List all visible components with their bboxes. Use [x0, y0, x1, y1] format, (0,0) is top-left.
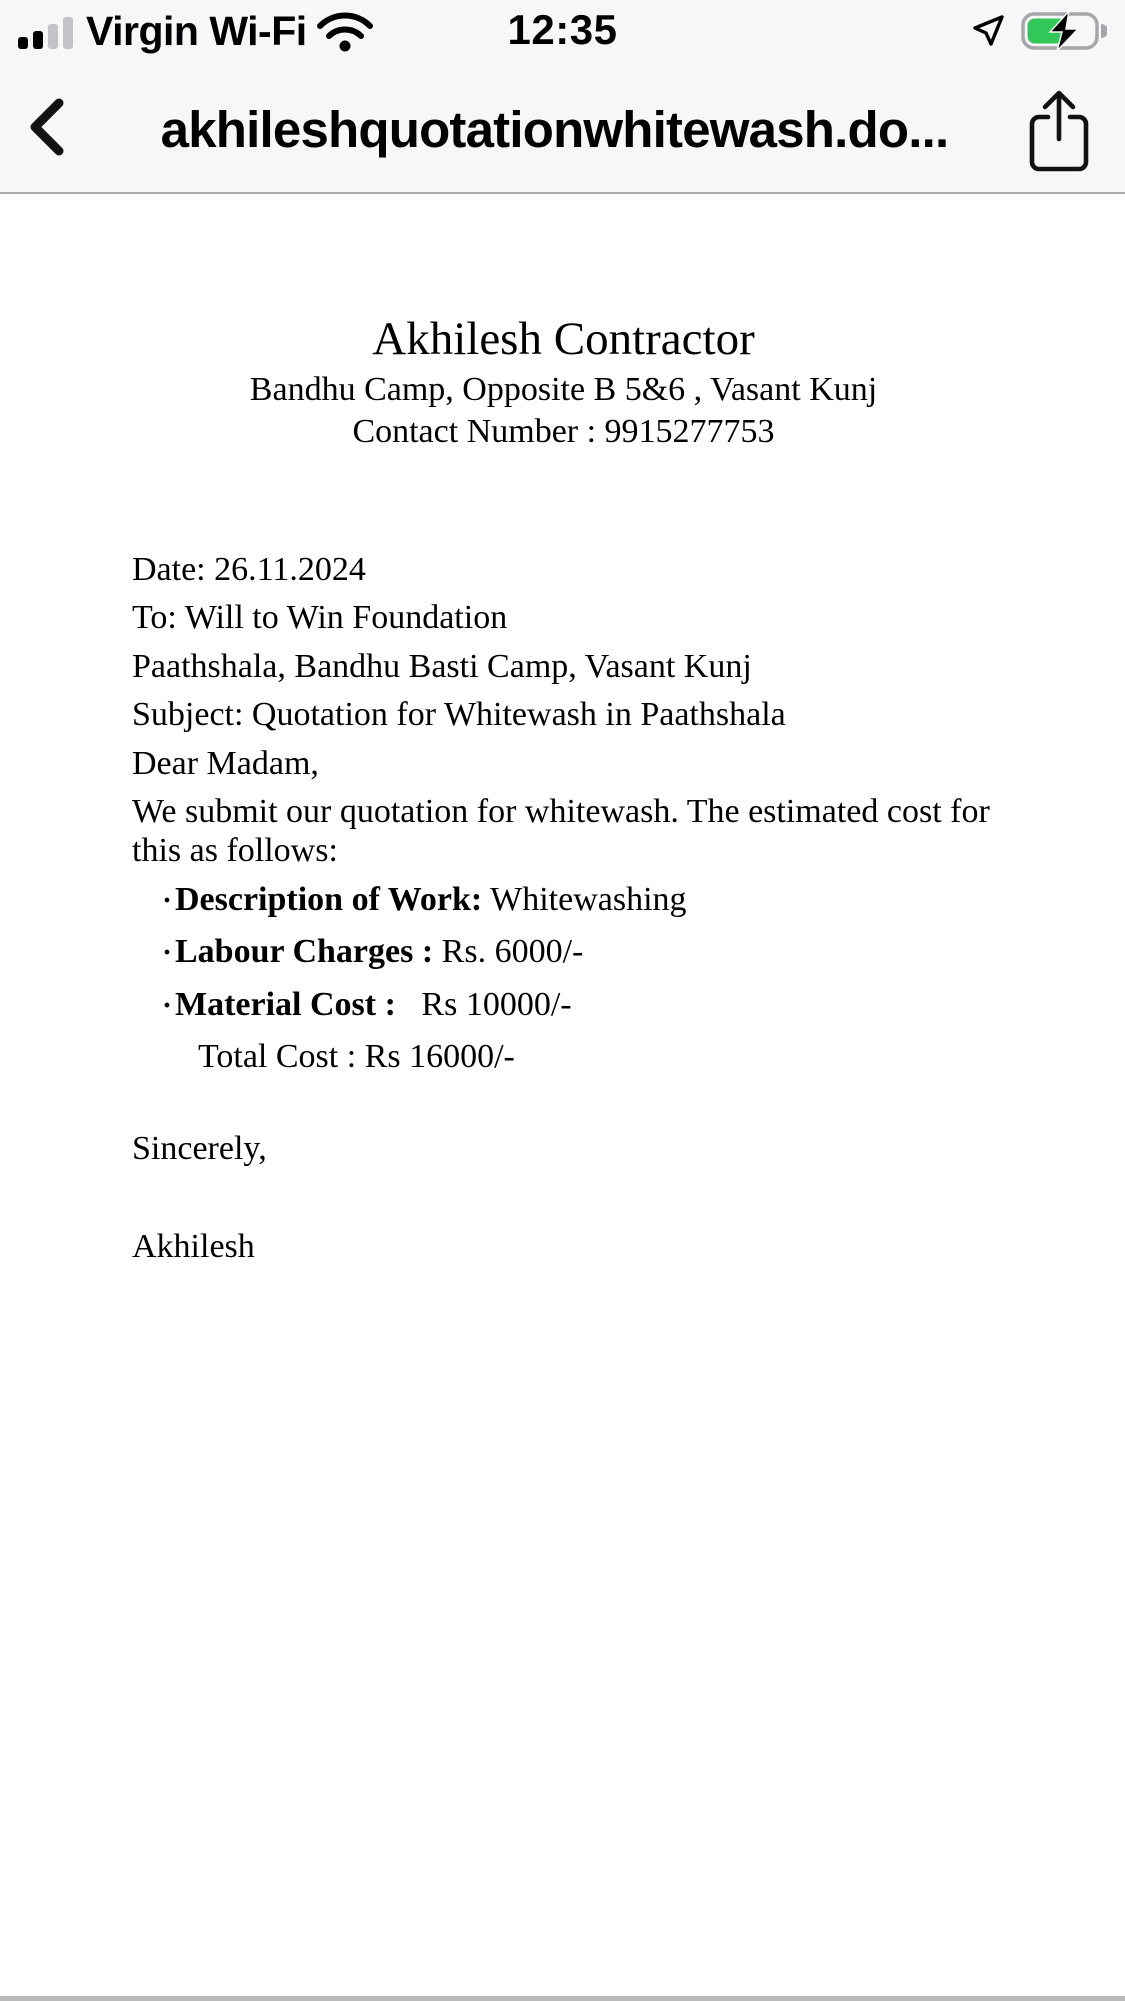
- status-bar-left: [18, 8, 373, 55]
- letter-contact: Contact Number : 9915277753: [352, 413, 775, 451]
- cellular-signal-icon: [18, 15, 76, 49]
- signature: Akhilesh: [132, 1228, 255, 1265]
- body-paragraph: We submit our quotation for whitewash. The estimated cost for this as follows:: [132, 792, 990, 870]
- status-bar-right: [969, 10, 1107, 52]
- to-line: To: Will to Win Foundation: [132, 599, 508, 637]
- to-address: Paathshala, Bandhu Basti Camp, Vasant Kunj: [132, 647, 752, 685]
- bottom-divider: [0, 1996, 1125, 2001]
- quotation-list: [132, 880, 995, 1024]
- clock: 12:35: [507, 6, 618, 53]
- document-filename: akhileshquotationwhitewash.do...: [160, 100, 949, 158]
- salutation: Dear Madam,: [132, 744, 319, 782]
- location-arrow-icon: [969, 12, 1007, 50]
- subject-line: Subject: Quotation for Whitewash in Paathshala: [132, 696, 786, 734]
- letter-title: Akhilesh Contractor: [372, 313, 755, 365]
- back-button[interactable]: [28, 87, 88, 167]
- total-line: Total Cost : Rs 16000/-: [198, 1038, 515, 1076]
- letter-address: Bandhu Camp, Opposite B 5&6 , Vasant Kunj: [249, 370, 878, 408]
- share-button[interactable]: [1021, 81, 1097, 181]
- letter-head: [132, 310, 995, 454]
- bullet-dot: ·: [162, 988, 173, 1022]
- share-icon: [1028, 89, 1090, 173]
- list-item-labour: · Labour Charges : Rs. 6000/-: [162, 933, 584, 971]
- battery-charging-icon: [1021, 10, 1107, 52]
- carrier-label: Virgin Wi-Fi: [86, 8, 307, 54]
- chevron-left-icon: [28, 98, 64, 156]
- document-viewer[interactable]: [0, 194, 1125, 1995]
- date-line: Date: 26.11.2024: [132, 550, 366, 588]
- closing: Sincerely,: [132, 1129, 267, 1167]
- bullet-dot: ·: [162, 883, 173, 917]
- wifi-icon: [317, 12, 373, 52]
- list-item-material: · Material Cost : Rs 10000/-: [162, 985, 572, 1023]
- status-bar: [0, 0, 1125, 62]
- bullet-dot: ·: [162, 936, 173, 970]
- list-item-description: · Description of Work: Whitewashing: [162, 880, 687, 918]
- nav-bar: [0, 62, 1125, 194]
